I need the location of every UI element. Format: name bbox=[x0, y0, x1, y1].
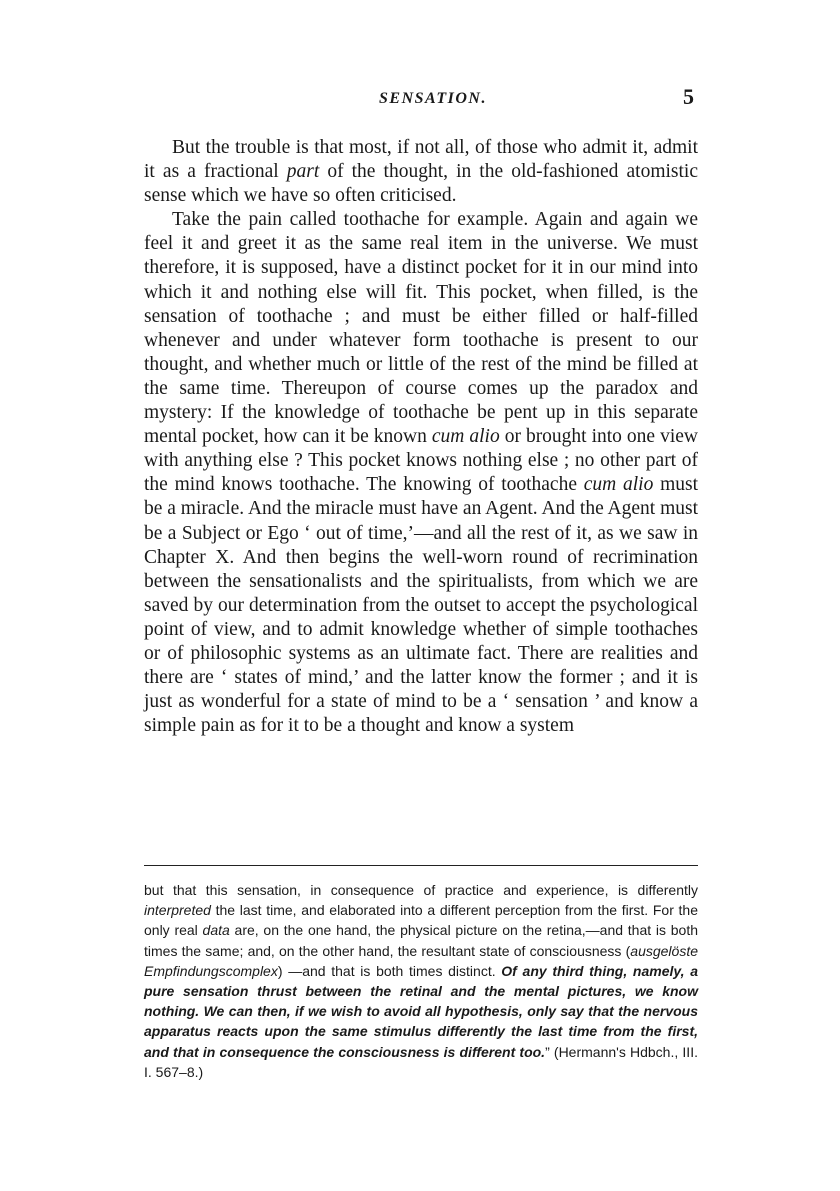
paragraph-1 bbox=[144, 136, 698, 208]
footnote-paragraph bbox=[144, 880, 698, 1082]
text-run: the last time, and elaborated into a different perception from the first. For the only real bbox=[144, 902, 698, 939]
body-text bbox=[144, 136, 698, 738]
text-run: ) —and that is both times distinct. bbox=[277, 962, 502, 979]
page-number: 5 bbox=[683, 84, 694, 109]
running-title: SENSATION. bbox=[379, 90, 487, 107]
page-header bbox=[172, 84, 694, 110]
italic-run: cum alio bbox=[431, 426, 500, 448]
paragraph-2 bbox=[144, 208, 698, 738]
text-run: ” (Hermann's Hdbch., III. I. 567–8.) bbox=[144, 1043, 698, 1080]
italic-run: ausgelöste Empfindungscomplex bbox=[144, 942, 698, 979]
italic-run: cum alio bbox=[583, 474, 654, 496]
text-run: are, on the one hand, the physical picture on the retina,—and that is both times the same; and, on the other hand, the resultant state of consciousness ( bbox=[144, 922, 698, 959]
text-run: But the trouble is that most, if not all, of those who admit it, admit it as a fractional bbox=[144, 137, 698, 183]
text-run: but that this sensation, in consequence of practice and experience, is differently bbox=[144, 882, 698, 898]
emphasis-run: Of any third thing, namely, a pure sensation thrust between the retinal and the mental pictures, we know nothing. We can then, if we wish to avoid all hypothesis, only say that the nervous apparatus reacts upon the same stimulus differently the last time from the first, and that in consequence the consciousness is different too. bbox=[144, 962, 698, 1060]
footnote-divider bbox=[144, 865, 698, 866]
italic-run: part bbox=[286, 161, 320, 183]
text-run: Take the pain called toothache for example. Again and again we feel it and greet it as the same real item in the universe. We must therefore, it is supposed, have a distinct pocket for it in our mind into which it and nothing else will fit. This pocket, when filled, is the sensation of toothache ; and must be either filled or half-filled whenever and under whatever form toothache is present to our thought, and whether much or little of the rest of the mind be filled at the same time. Thereupon of course comes up the paradox and mystery: If the knowledge of toothache be pent up in this separate mental pocket, how can it be known bbox=[144, 209, 698, 448]
italic-run: data bbox=[202, 922, 230, 939]
text-run: must be a miracle. And the miracle must have an Agent. And the Agent must be a Subject or Ego ‘ out of time,’—and all the rest of it, as we saw in Chapter X. And then begins the well-worn round of recrimination between the sensationalists and the spiritualists, from which we are saved by our determination from the outset to accept the psychological point of view, and to admit knowledge whether of simple toothaches or of philosophic systems as an ultimate fact. There are realities and there are ‘ states of mind,’ and the latter know the former ; and it is just as wonderful for a state of mind to be a ‘ sensation ’ and know a simple pain as for it to be a thought and know a system bbox=[144, 474, 698, 737]
text-run: or brought into one view with anything else ? This pocket knows nothing else ; no other part of the mind knows toothache. The knowing of toothache bbox=[144, 426, 698, 496]
italic-run: interpreted bbox=[144, 902, 211, 919]
text-run: of the thought, in the old-fashioned atomistic sense which we have so often criticised. bbox=[144, 161, 698, 207]
footnote bbox=[144, 880, 698, 1082]
